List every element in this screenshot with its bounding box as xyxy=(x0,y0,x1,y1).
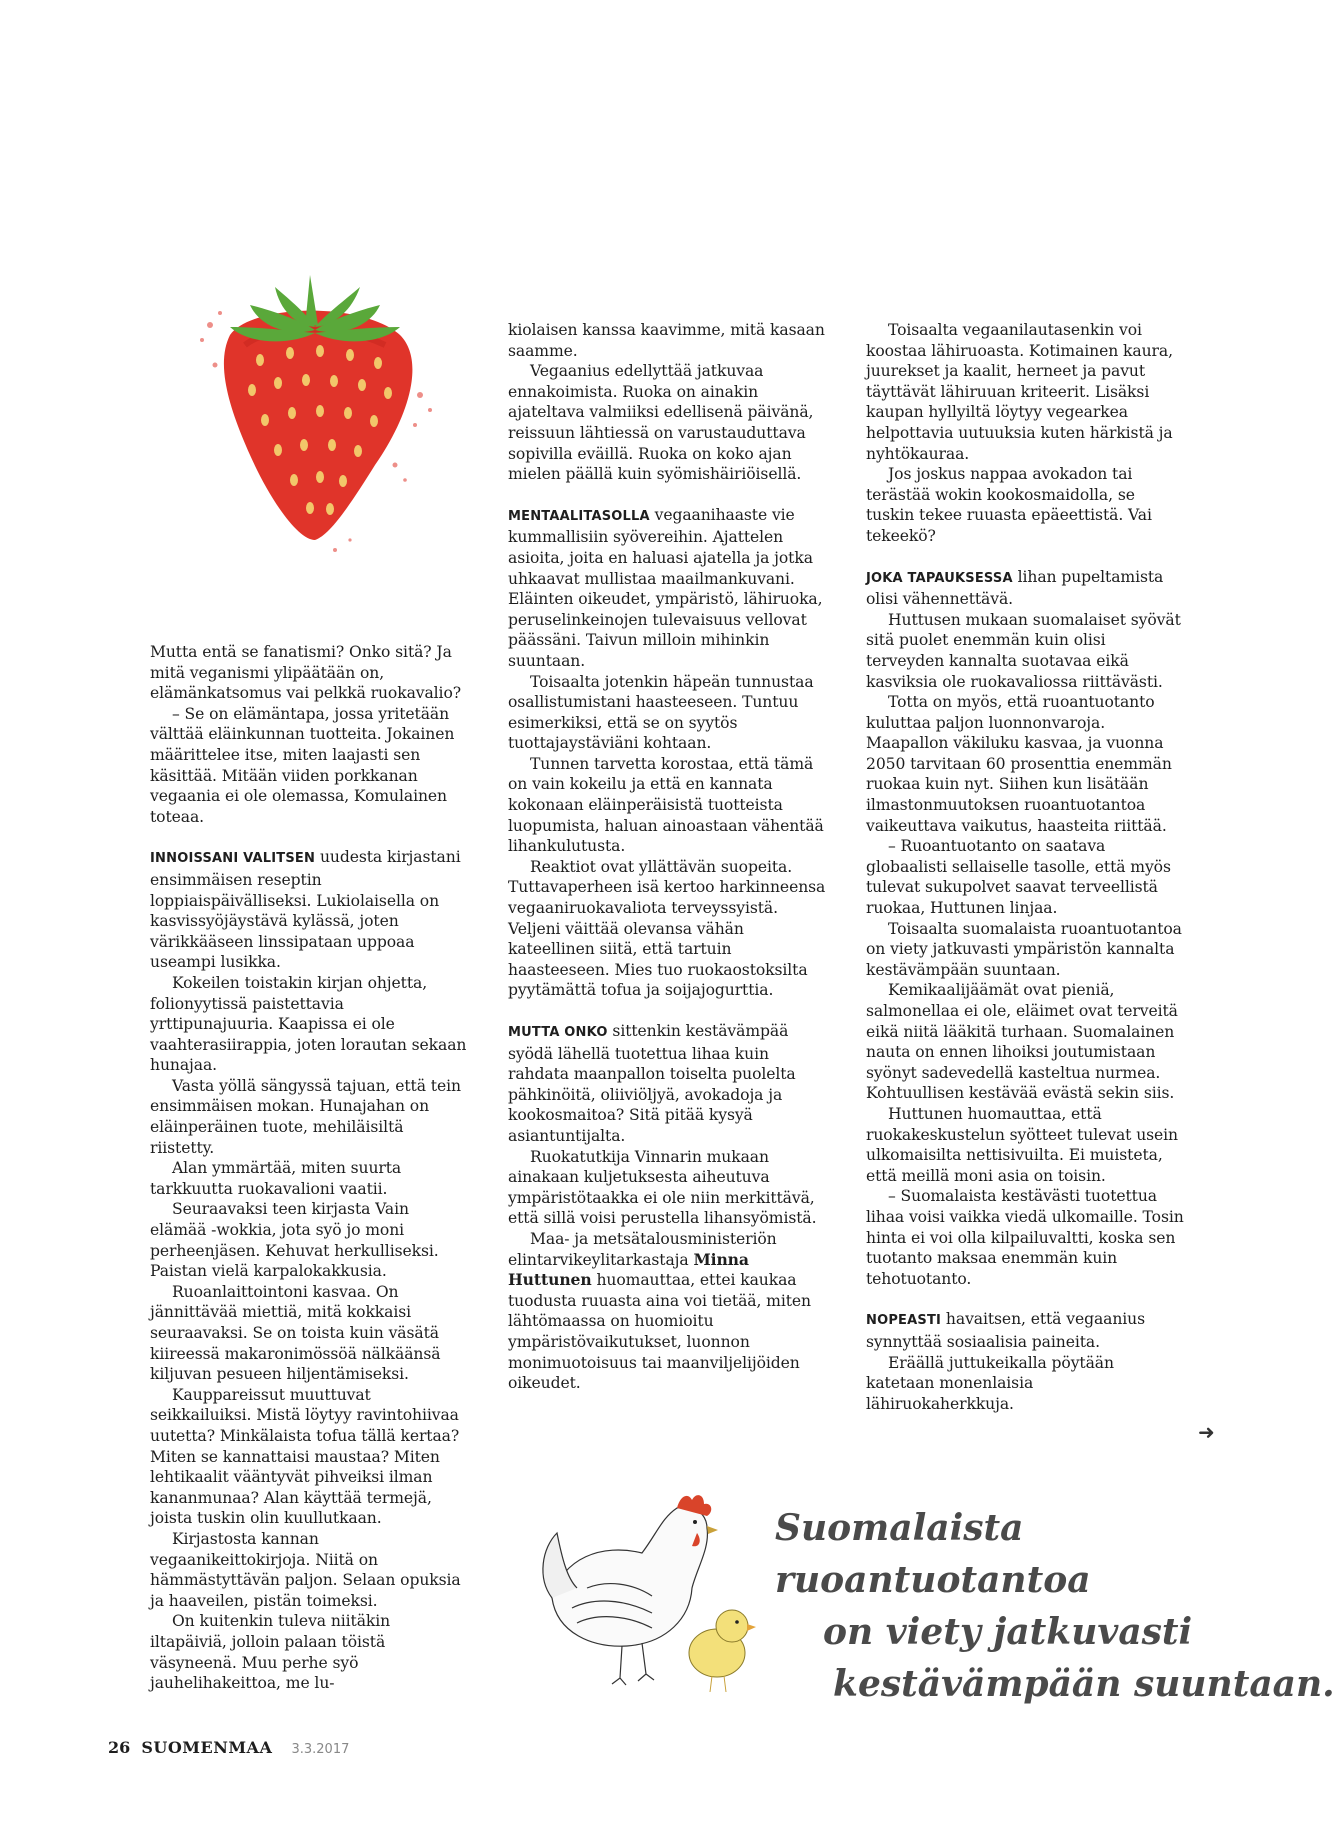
pull-quote-line: Suomalaista ruoantuotantoa xyxy=(775,1507,1091,1601)
lead-in: INNOISSANI VALITSEN xyxy=(150,851,316,867)
paragraph: Ruokatutkija Vinnarin mukaan ainakaan kuljetuksesta aiheutuva ympäristötaakka ei ole niin merkittävä, että sillä voisi perustella lihansyömistä. xyxy=(508,1147,817,1228)
paragraph-text: havaitsen, että vegaanius synnyttää sosiaalisia paineita. xyxy=(866,1310,1146,1351)
paragraph: Reaktiot ovat yllättävän suopeita. Tuttavaperheen isä kertoo harkinneensa vegaaniruokavaliota terveyssyistä. Veljeni väittää olevansa vähän kateellinen siitä, että tartuin haasteeseen. Mies tuo ruokaostoksilta pyytämättä tofua ja soijajogurttia. xyxy=(508,857,826,1000)
paragraph-text: Maa- ja metsätalousministeriön elintarvikeylitarkastaja xyxy=(508,1229,777,1269)
pull-quote-line: kestävämpään suuntaan. xyxy=(833,1663,1335,1705)
hen-and-chick-illustration xyxy=(532,1488,762,1698)
person-name: Minna Huttunen xyxy=(508,1249,749,1290)
paragraph: Tunnen tarvetta korostaa, että tämä on vain kokeilu ja että en kannata kokonaan eläinperäisistä tuotteista luopumista, haluan ainoastaan vähentää lihankulutusta. xyxy=(508,754,824,856)
paragraph-text: sittenkin kestävämpää syödä lähellä tuotettua lihaa kuin rahdata maanpallon toiselta puolelta pähkinöitä, oliiviöljyä, avokadoja ja kookosmaitoa? Sitä pitää kysyä asiantuntijalta. xyxy=(508,1022,796,1145)
paragraph xyxy=(508,1229,826,1394)
page-footer xyxy=(108,1738,349,1757)
paragraph: Ruoanlaittointoni kasvaa. On jännittävää miettiä, mitä kokkaisi seuraavaksi. Se on toista kuin väsätä kiireessä makaronimössöä nälkäänsä kiljuvan pesueen hiljentämiseksi. xyxy=(150,1282,441,1384)
paragraph xyxy=(866,1309,1184,1352)
magazine-name: SUOMENMAA xyxy=(141,1738,273,1757)
paragraph xyxy=(508,1021,826,1147)
paragraph: Vasta yöllä sängyssä tajuan, että tein ensimmäisen mokan. Hunajahan on eläinperäinen tuote, mehiläisiltä riistetty. xyxy=(150,1076,461,1157)
paragraph: Huttunen huomauttaa, että ruokakeskustelun syötteet tulevat usein ulkomaisilta nettisivuilta. Ei muisteta, että meillä moni asia on toisin. xyxy=(866,1104,1179,1185)
paragraph: Toisaalta jotenkin häpeän tunnustaa osallistumistani haasteeseen. Tuntuu esimerkiksi, että se on syytös tuottajaystäviäni kohtaan. xyxy=(508,672,814,753)
arrow-right-icon: ➜ xyxy=(1198,1420,1215,1444)
lead-in: MENTAALITASOLLA xyxy=(508,508,650,524)
article-column-3 xyxy=(866,320,1184,1414)
paragraph: Toisaalta vegaanilautasenkin voi koostaa lähiruoasta. Kotimainen kaura, juurekset ja kaalit, herneet ja pavut täyttävät lähiruuan kriteerit. Lisäksi kaupan hyllyiltä löytyy vegearkea helpottavia uutuuksia kuten härkistä ja nyhtökauraa. xyxy=(866,321,1173,463)
article-column-2 xyxy=(508,320,826,1394)
page-number: 26 xyxy=(108,1738,131,1757)
paragraph: Kauppareissut muuttuvat seikkailuiksi. Mistä löytyy ravintohiivaa uutetta? Minkälaista tofua tällä kertaa? Miten se kannattaisi maustaa? Miten lehtikaalit vääntyvät pihveiksi ilman kananmunaa? Alan käyttää termejä, joista tuskin olin kuullutkaan. xyxy=(150,1385,460,1528)
paragraph: On kuitenkin tuleva niitäkin iltapäiviä, jolloin palaan töistä väsyneenä. Muu perhe syö jauhelihakeittoa, me lu- xyxy=(150,1612,391,1693)
paragraph: Toisaalta suomalaista ruoantuotantoa on viety jatkuvasti ympäristön kannalta kestävämpään suuntaan. xyxy=(866,919,1182,979)
paragraph: Mutta entä se fanatismi? Onko sitä? Ja mitä veganismi ylipäätään on, elämänkatsomus vai pelkkä ruokavalio? xyxy=(150,643,461,703)
paragraph: Kemikaalijäämät ovat pieniä, salmonellaa ei ole, eläimet ovat terveitä eikä niitä lääkitä turhaan. Suomalainen nauta on ennen lihoiksi joutumistaan syönyt sadevedellä kasteltua nurmea. Kohtuullisen kestävää evästä sekin siis. xyxy=(866,981,1178,1103)
strawberry-illustration xyxy=(190,265,450,565)
paragraph-text: lihan pupeltamista olisi vähennettävä. xyxy=(866,567,1164,609)
paragraph: Totta on myös, että ruoantuotanto kuluttaa paljon luonnonvaroja. Maapallon väkiluku kasvaa, ja vuonna 2050 tarvitaan 60 prosenttia enemmän ruokaa kuin nyt. Siihen kun lisätään ilmastonmuutoksen ruoantuotantoa vaikeuttava vaikutus, haasteita riittää. xyxy=(866,693,1172,835)
paragraph: Jos joskus nappaa avokadon tai terästää wokin kookosmaidolla, se tuskin tekee ruuasta epäeettistä. Vai tekeekö? xyxy=(866,465,1152,545)
article-column-1 xyxy=(150,642,468,1694)
lead-in: NOPEASTI xyxy=(866,1313,942,1329)
paragraph: Kokeilen toistakin kirjan ohjetta, folionyytissä paistettavia yrttipunajuuria. Kaapissa ei ole vaahterasiirappia, joten lorautan sekaan hunajaa. xyxy=(150,973,467,1075)
pull-quote-line: on viety jatkuvasti xyxy=(823,1611,1193,1653)
paragraph: Huttusen mukaan suomalaiset syövät sitä puolet enemmän kuin olisi terveyden kannalta suotavaa eikä kasviksia ole ruokavaliossa riittävästi. xyxy=(866,610,1181,691)
paragraph: Seuraavaksi teen kirjasta Vain elämää -wokkia, jota syö jo moni perheenjäsen. Kehuvat herkulliseksi. Paistan vielä karpalokakkusia. xyxy=(150,1200,439,1281)
pull-quote xyxy=(775,1502,1341,1710)
lead-in: JOKA TAPAUKSESSA xyxy=(866,570,1013,586)
paragraph: Vegaanius edellyttää jatkuvaa ennakoimista. Ruoka on ainakin ajateltava valmiiksi edellisenä päivänä, reissuun lähtiessä on varustauduttava sopivilla eväillä. Ruoka on koko ajan mielen päällä kuin syömishäiriöisellä. xyxy=(508,362,814,484)
paragraph: – Suomalaista kestävästi tuotettua lihaa voisi vaikka viedä ulkomaille. Tosin hinta ei voi olla kilpailuvaltti, koska sen tuotanto maksaa enemmän kuin tehotuotanto. xyxy=(866,1187,1184,1288)
paragraph: Kirjastosta kannan vegaanikeittokirjoja. Niitä on hämmästyttävän paljon. Selaan opuksia ja haaveilen, pistän toimeksi. xyxy=(150,1529,461,1610)
paragraph xyxy=(866,567,1184,610)
issue-date: 3.3.2017 xyxy=(291,1742,350,1757)
paragraph: Alan ymmärtää, miten suurta tarkkuutta ruokavalioni vaatii. xyxy=(150,1159,402,1198)
lead-in: MUTTA ONKO xyxy=(508,1025,608,1040)
paragraph-text: huomauttaa, ettei kaukaa tuodusta ruuasta aina voi tietää, miten lähtömaassa on huomioitu ympäristövaikutukset, luonnon monimuotoisuus tai maanviljelijöiden oikeudet. xyxy=(508,1271,811,1393)
paragraph: Eräällä juttukeikalla pöytään katetaan monenlaisia lähiruokaherkkuja. xyxy=(866,1353,1114,1413)
paragraph xyxy=(150,847,468,973)
paragraph: kiolaisen kanssa kaavimme, mitä kasaan saamme. xyxy=(508,321,825,360)
paragraph-text: uudesta kirjastani ensimmäisen reseptin loppiaispäivälliseksi. Lukiolaisella on kasvissyöjäystävä kylässä, joten värikkääseen linssipataan uppoaa useampi lusikka. xyxy=(150,848,461,972)
paragraph xyxy=(508,505,826,672)
paragraph: – Se on elämäntapa, jossa yritetään välttää eläinkunnan tuotteita. Jokainen määrittelee itse, miten laajasti sen käsittää. Mitään viiden porkkanan vegaania ei ole olemassa, Komulainen toteaa. xyxy=(150,704,455,826)
paragraph-text: vegaanihaaste vie kummallisiin syövereihin. Ajattelen asioita, joita en haluasi ajatella ja jotka uhkaavat mullistaa maailmankuvani. Eläinten oikeudet, ympäristö, lähiruoka, peruselinkeinojen tulevaisuus vellovat päässäni. Taivun milloin mihinkin suuntaan. xyxy=(508,505,823,670)
paragraph: – Ruoantuotanto on saatava globaalisti sellaiselle tasolle, että myös tulevat sukupolvet saavat terveellistä ruokaa, Huttunen linjaa. xyxy=(866,837,1171,918)
